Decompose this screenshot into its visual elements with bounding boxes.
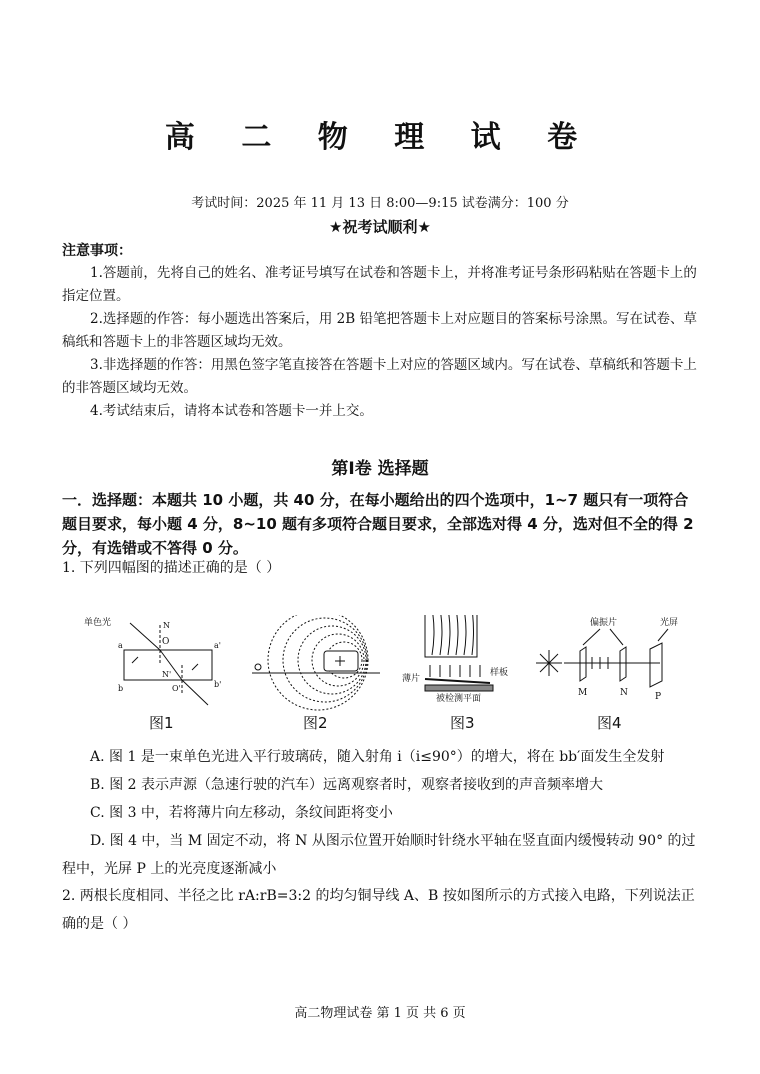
section-intro: 一．选择题：本题共 10 小题，共 40 分，在每小题给出的四个选项中，1~7 题只有一项符合题目要求，每小题 4 分，8~10 题有多项符合题目要求，全部选对得 4 分，选对但不全的得 2 分，有选错或不答得 0 分。: [62, 491, 694, 557]
figure-4-polarizers: [536, 616, 678, 702]
figure-3-label: 图3: [450, 714, 475, 732]
tested-plane: [425, 685, 493, 691]
fig1-n-prime-label: N': [162, 670, 172, 679]
option-d: D. 图 4 中，当 M 固定不动，将 N 从图示位置开始顺时针绕水平轴在竖直面内缓慢转动 90° 的过程中，光屏 P 上的光亮度逐渐减小: [62, 833, 696, 877]
incident-ray: [130, 623, 160, 650]
glass-mark: [132, 657, 138, 663]
fig1-n-label: N: [163, 621, 170, 630]
figure-1-glass-slab: [84, 616, 221, 705]
notice-list: [62, 262, 702, 423]
fig1-a-label: a: [118, 641, 123, 650]
fig4-p-label: P: [655, 692, 662, 702]
fig4-m-label: M: [578, 688, 588, 698]
fig3-thin-sheet-label: 薄片: [402, 674, 421, 684]
blessing: ★祝考试顺利★: [329, 218, 431, 236]
notice-item: 1.答题前，先将自己的姓名、准考证号填写在试卷和答题卡上，并将准考证号条形码粘贴在答题卡上的指定位置。: [62, 265, 697, 304]
figure-4-label: 图4: [597, 714, 622, 732]
fig1-o-label: O: [162, 637, 170, 647]
exam-info: 考试时间：2025 年 11 月 13 日 8:00—9:15 试卷满分：100 分: [191, 196, 569, 211]
fig1-b-label: b: [118, 684, 124, 693]
question-1-options: [62, 743, 700, 883]
pointer-line: [610, 629, 623, 645]
figure-2-label: 图2: [303, 714, 328, 732]
option-c: C. 图 3 中，若将薄片向左移动，条纹间距将变小: [90, 805, 393, 821]
figure-3-thin-film: [402, 615, 508, 704]
fig4-polarizer-label: 偏振片: [590, 618, 618, 628]
fig3-tested-plane-label: 被检测平面: [436, 694, 482, 704]
fig4-screen-label: 光屏: [660, 618, 679, 628]
figures-diagram: [80, 615, 700, 715]
fig1-b-prime-label: b': [214, 680, 222, 689]
question-1-stem: 1. 下列四幅图的描述正确的是（ ）: [62, 560, 281, 576]
notice-item: 2.选择题的作答：每小题选出答案后，用 2B 铅笔把答题卡上对应题目的答案标号涂黑。写在试卷、草稿纸和答题卡上的非答题区域均无效。: [62, 311, 697, 350]
exit-ray: [182, 680, 208, 705]
question-2-stem: 2. 两根长度相同、半径之比 rA:rB=3:2 的均匀铜导线 A、B 按如图所示的方式接入电路，下列说法正确的是（ ）: [62, 888, 695, 932]
glass-mark: [192, 664, 198, 670]
pointer-line: [583, 629, 600, 645]
page-title: 高 二 物 理 试 卷: [164, 120, 596, 155]
option-a: A. 图 1 是一束单色光进入平行玻璃砖，随入射角 i（i≤90°）的增大，将在 bb′面发生全发射: [90, 749, 665, 765]
fig1-a-prime-label: a': [214, 641, 221, 650]
notice-item: 3.非选择题的作答：用黑色签字笔直接答在答题卡上对应的答题区域内。写在试卷、草稿纸和答题卡上的非答题区域均无效。: [62, 357, 697, 396]
notice-item: 4.考试结束后，请将本试卷和答题卡一并上交。: [90, 403, 373, 419]
fig1-o-prime-label: O': [172, 684, 181, 693]
polarizer-m: [580, 647, 586, 681]
pointer-line: [658, 629, 668, 641]
sample-plate: [425, 679, 490, 683]
fig1-light-label: 单色光: [84, 618, 112, 628]
interference-fringes: [432, 615, 474, 655]
figure-2-doppler: [252, 615, 380, 710]
fig4-n-label: N: [620, 688, 628, 698]
notice-heading: 注意事项：: [62, 243, 132, 259]
option-b: B. 图 2 表示声源（急速行驶的汽车）远离观察者时，观察者接收到的声音频率增大: [90, 777, 603, 793]
fig3-sample-plate-label: 样板: [490, 668, 509, 678]
polarizer-n: [620, 647, 626, 681]
observer-icon: [255, 664, 261, 670]
screen-p: [650, 643, 662, 687]
section-title: 第Ⅰ卷 选择题: [331, 459, 429, 479]
figure-1-label: 图1: [149, 714, 174, 732]
page-footer: 高二物理试卷 第 1 页 共 6 页: [294, 1006, 466, 1021]
